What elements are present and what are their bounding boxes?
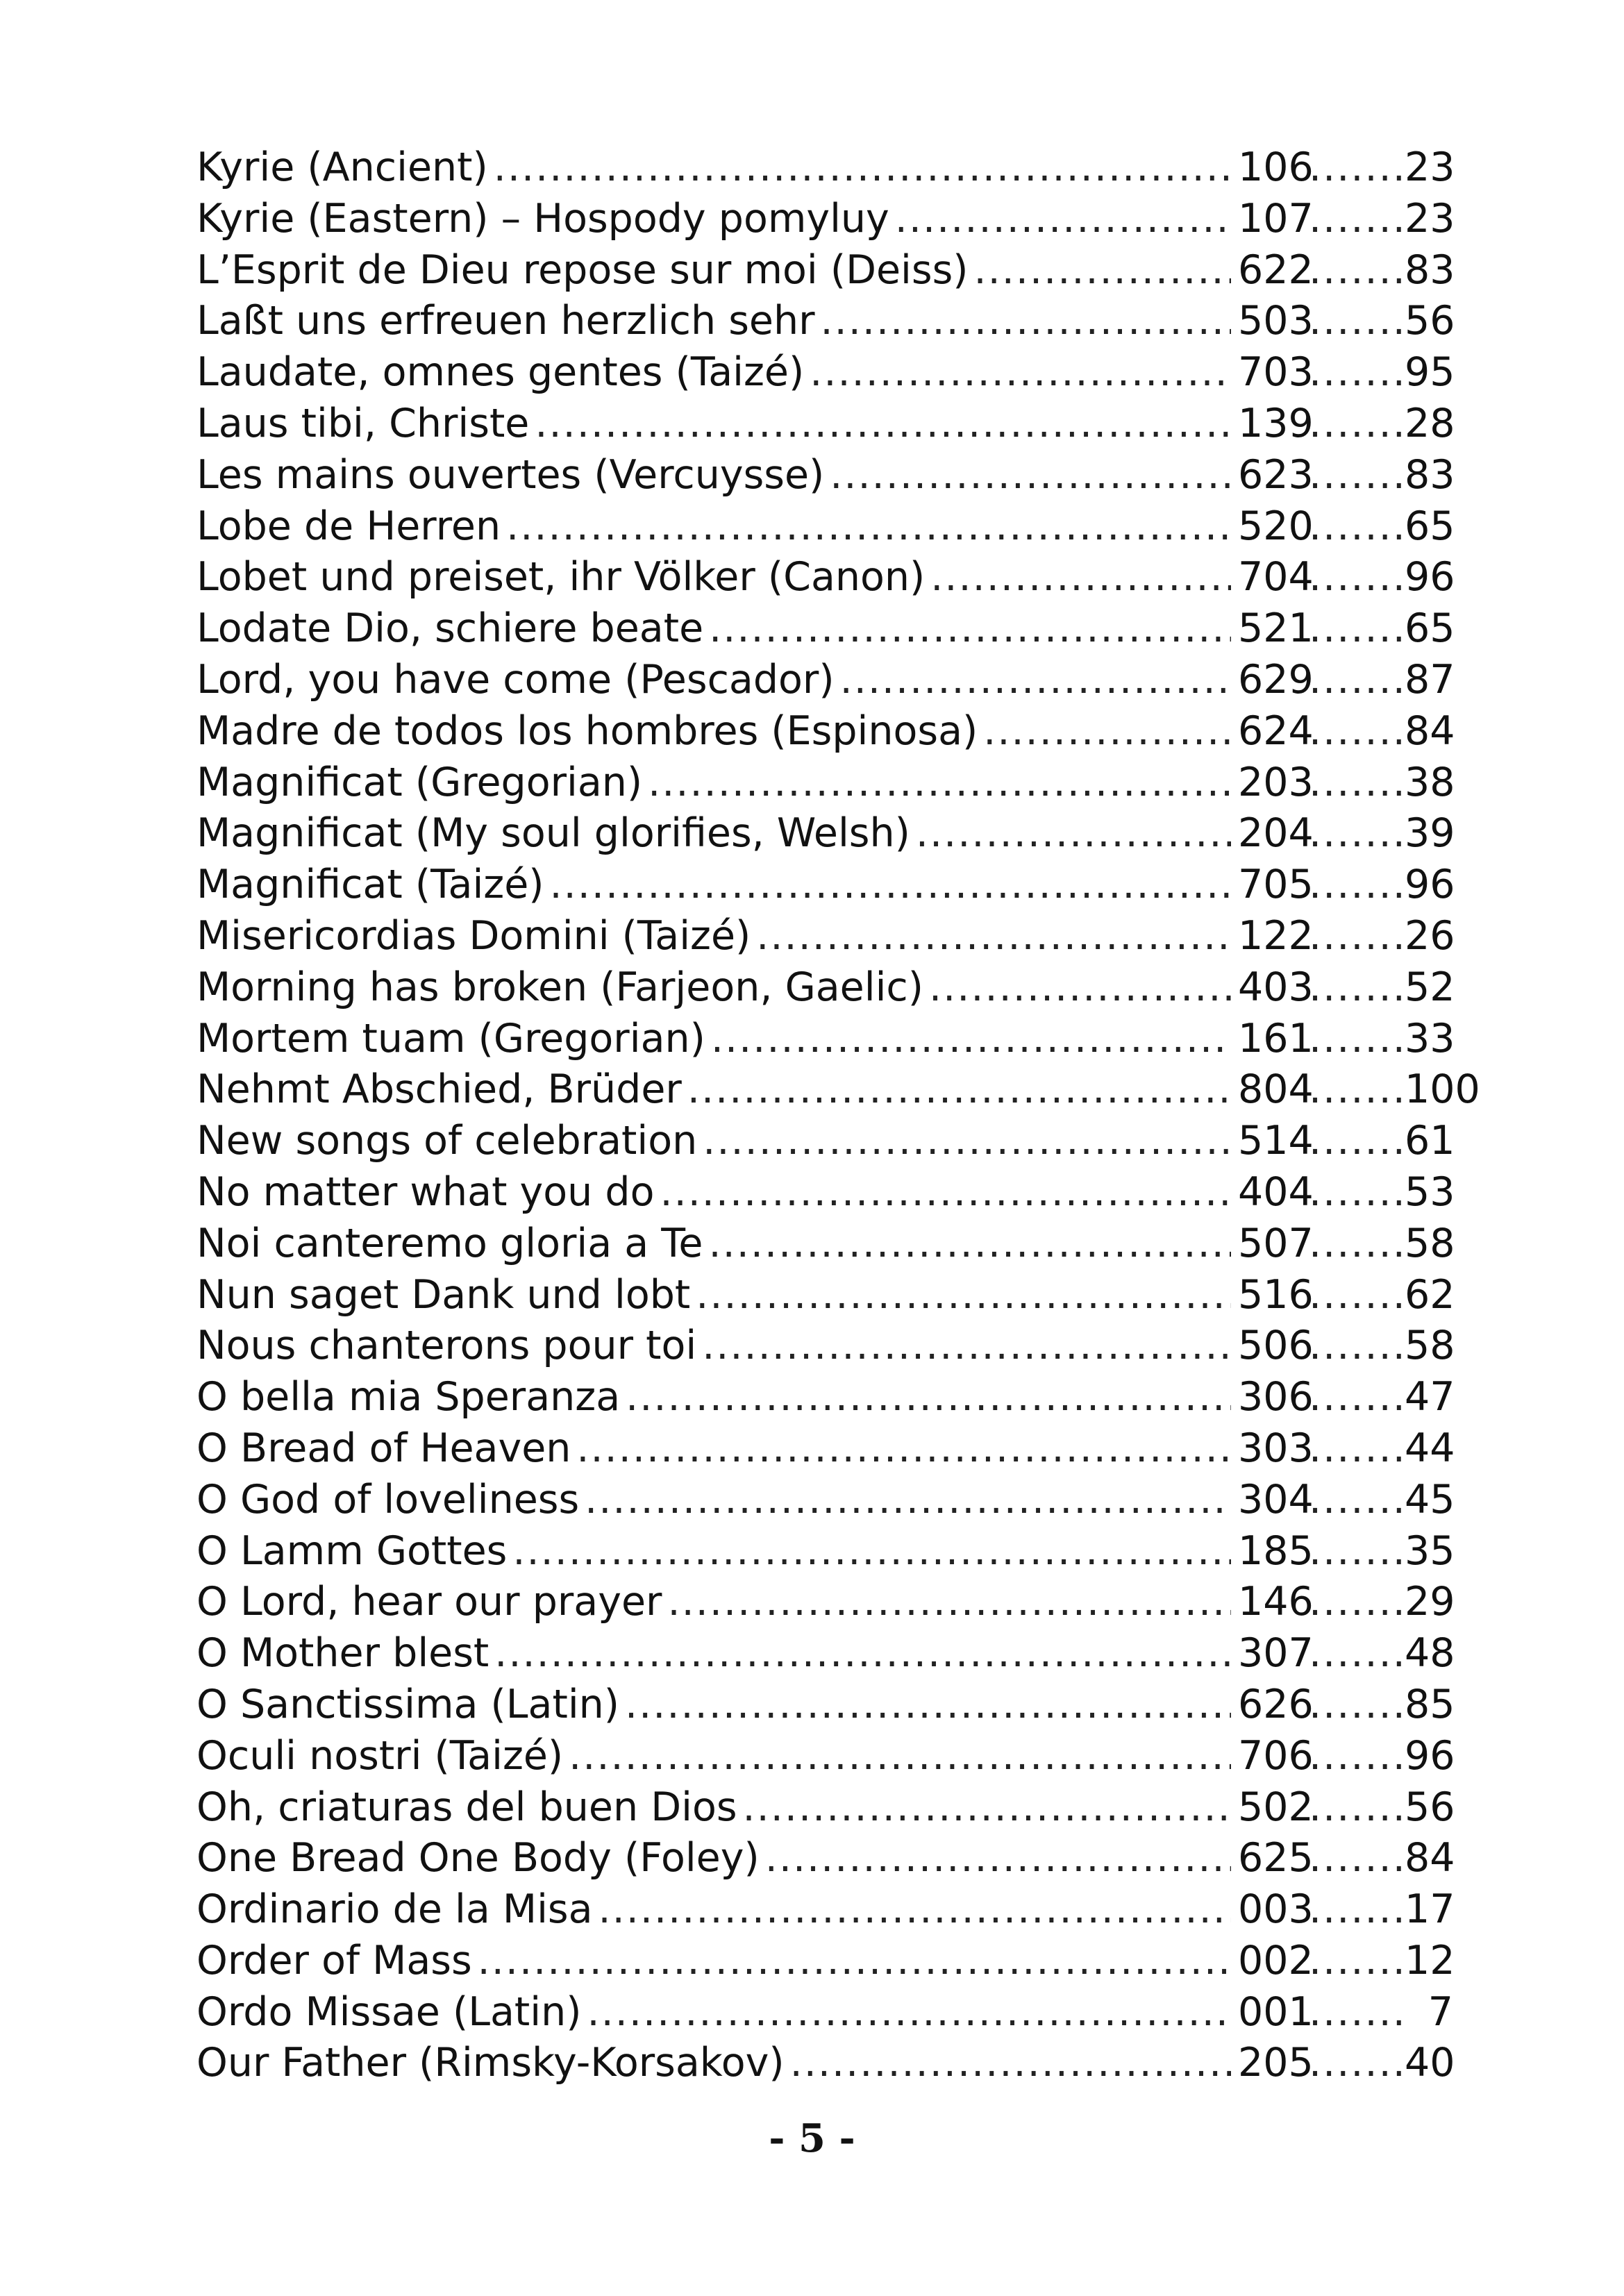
hymn-title: Les mains ouvertes (Vercuysse) [196, 451, 825, 498]
dot-leader [660, 1167, 1231, 1218]
dot-leader [1309, 142, 1405, 194]
hymn-number: 185 [1238, 1527, 1314, 1574]
index-entry [196, 603, 1453, 655]
hymn-number: 503 [1238, 298, 1314, 344]
page-reference: 28 [1405, 400, 1455, 446]
hymn-number: 122 [1238, 912, 1314, 959]
dot-leader [1309, 245, 1405, 296]
index-entry [196, 1167, 1453, 1218]
hymn-title: Laudate, omnes gentes (Taizé) [196, 349, 805, 396]
dot-leader [1309, 860, 1405, 911]
index-entry [196, 1372, 1453, 1423]
dot-leader [478, 1936, 1231, 1987]
dot-leader [709, 1218, 1231, 1270]
hymn-number: 706 [1238, 1732, 1314, 1779]
hymn-number: 001 [1238, 1988, 1314, 2035]
page-reference: 96 [1405, 862, 1455, 908]
hymn-number: 703 [1238, 349, 1314, 396]
page-reference: 96 [1405, 554, 1455, 601]
hymn-number: 205 [1238, 2040, 1314, 2086]
page-reference: 39 [1405, 810, 1455, 857]
dot-leader [1309, 450, 1405, 501]
dot-leader [703, 1116, 1231, 1167]
hymn-number: 306 [1238, 1374, 1314, 1421]
dot-leader [576, 1423, 1231, 1475]
dot-leader [1309, 2038, 1405, 2089]
index-entry [196, 1782, 1453, 1834]
dot-leader [625, 1679, 1231, 1731]
dot-leader [743, 1782, 1231, 1834]
index-entry [196, 808, 1453, 860]
hymn-number: 404 [1238, 1168, 1314, 1215]
dot-leader [535, 399, 1231, 450]
index-entry [196, 1731, 1453, 1782]
hymn-number: 002 [1238, 1937, 1314, 1984]
hymn-title: O bella mia Speranza [196, 1374, 621, 1421]
dot-leader [1309, 1014, 1405, 1065]
page-reference: 83 [1405, 246, 1455, 293]
dot-leader [585, 1475, 1231, 1526]
hymn-number: 626 [1238, 1681, 1314, 1727]
page-reference: 58 [1405, 1323, 1455, 1369]
hymn-number: 507 [1238, 1220, 1314, 1266]
dot-leader [1309, 911, 1405, 962]
hymn-number: 521 [1238, 605, 1314, 652]
hymn-title: Lodate Dio, schiere beate [196, 605, 704, 652]
page-reference: 87 [1405, 656, 1455, 703]
hymn-index-list [196, 142, 1480, 2089]
hymn-number: 516 [1238, 1271, 1314, 1318]
page-reference: 35 [1405, 1527, 1455, 1574]
hymn-title: Magnificat (Gregorian) [196, 759, 643, 805]
page-reference: 23 [1405, 195, 1455, 242]
index-entry [196, 347, 1453, 399]
hymn-title: Noi canteremo gloria a Te [196, 1220, 703, 1266]
page-reference: 61 [1405, 1118, 1455, 1164]
dot-leader [667, 1577, 1231, 1628]
hymn-title: L’Esprit de Dieu repose sur moi (Deiss) [196, 246, 969, 293]
dot-leader [1309, 296, 1405, 347]
hymn-title: Mortem tuam (Gregorian) [196, 1015, 705, 1062]
dot-leader [569, 1731, 1231, 1782]
dot-leader [1309, 1577, 1405, 1628]
dot-leader [494, 1628, 1231, 1679]
hymn-number: 622 [1238, 246, 1314, 293]
index-entry [196, 1014, 1453, 1065]
dot-leader [1309, 1936, 1405, 1987]
index-entry [196, 501, 1453, 553]
dot-leader [1309, 808, 1405, 860]
hymn-title: O Sanctissima (Latin) [196, 1681, 620, 1727]
hymn-number: 804 [1238, 1066, 1314, 1113]
dot-leader [1309, 1064, 1405, 1116]
hymn-number: 106 [1238, 144, 1314, 190]
hymn-title: Oculi nostri (Taizé) [196, 1732, 564, 1779]
hymn-title: Lobe de Herren [196, 503, 501, 549]
dot-leader [1309, 1987, 1405, 2038]
dot-leader [765, 1833, 1231, 1884]
dot-leader [895, 194, 1231, 245]
index-entry [196, 1423, 1453, 1475]
hymn-number: 304 [1238, 1476, 1314, 1523]
hymn-number: 403 [1238, 964, 1314, 1010]
dot-leader [696, 1270, 1231, 1321]
dot-leader [1309, 1475, 1405, 1526]
hymn-title: Kyrie (Eastern) – Hospody pomyluy [196, 195, 889, 242]
page-reference: 7 [1428, 1988, 1453, 2035]
index-entry [196, 142, 1453, 194]
dot-leader [1309, 1526, 1405, 1577]
dot-leader [1309, 962, 1405, 1014]
hymn-title: No matter what you do [196, 1168, 655, 1215]
hymn-title: Magnificat (Taizé) [196, 862, 544, 908]
dot-leader [916, 808, 1231, 860]
page-reference: 44 [1405, 1425, 1455, 1471]
dot-leader [598, 1884, 1231, 1936]
index-entry [196, 296, 1453, 347]
dot-leader [1309, 399, 1405, 450]
index-entry [196, 2038, 1453, 2089]
hymn-number: 623 [1238, 451, 1314, 498]
dot-leader [821, 296, 1231, 347]
page-reference: 52 [1405, 964, 1455, 1010]
hymn-title: O Mother blest [196, 1630, 489, 1677]
dot-leader [1309, 1321, 1405, 1372]
hymn-title: Madre de todos los hombres (Espinosa) [196, 707, 978, 754]
dot-leader [1309, 1167, 1405, 1218]
dot-leader [1309, 1731, 1405, 1782]
page-reference: 53 [1405, 1168, 1455, 1215]
dot-leader [1309, 603, 1405, 655]
dot-leader [756, 911, 1231, 962]
hymn-number: 625 [1238, 1835, 1314, 1882]
page-reference: 26 [1405, 912, 1455, 959]
dot-leader [1309, 1884, 1405, 1936]
dot-leader [687, 1064, 1231, 1116]
page-reference: 56 [1405, 298, 1455, 344]
hymn-number: 204 [1238, 810, 1314, 857]
index-entry [196, 450, 1453, 501]
dot-leader [512, 1526, 1231, 1577]
hymn-number: 161 [1238, 1015, 1314, 1062]
index-entry [196, 1475, 1453, 1526]
index-entry [196, 1321, 1453, 1372]
hymn-title: New songs of celebration [196, 1118, 698, 1164]
dot-leader [587, 1987, 1231, 2038]
dot-leader [1309, 552, 1405, 603]
index-entry [196, 1833, 1453, 1884]
hymn-title: Misericordias Domini (Taizé) [196, 912, 751, 959]
page-reference: 47 [1405, 1374, 1455, 1421]
dot-leader [1309, 655, 1405, 706]
index-entry [196, 1116, 1453, 1167]
dot-leader [1309, 194, 1405, 245]
hymn-title: Kyrie (Ancient) [196, 144, 488, 190]
index-entry [196, 1064, 1480, 1116]
dot-leader [1309, 501, 1405, 553]
dot-leader [1309, 1782, 1405, 1834]
index-entry [196, 757, 1453, 809]
dot-leader [494, 142, 1231, 194]
hymn-number: 307 [1238, 1630, 1314, 1677]
page-reference: 40 [1405, 2040, 1455, 2086]
dot-leader [1309, 1423, 1405, 1475]
page-reference: 45 [1405, 1476, 1455, 1523]
hymn-number: 107 [1238, 195, 1314, 242]
index-entry [196, 911, 1453, 962]
dot-leader [1309, 1833, 1405, 1884]
dot-leader [1309, 1372, 1405, 1423]
hymn-title: O Bread of Heaven [196, 1425, 571, 1471]
index-entry [196, 1218, 1453, 1270]
dot-leader [648, 757, 1231, 809]
dot-leader [974, 245, 1232, 296]
hymn-number: 203 [1238, 759, 1314, 805]
hymn-title: One Bread One Body (Foley) [196, 1835, 760, 1882]
dot-leader [506, 501, 1231, 553]
hymn-title: Lord, you have come (Pescador) [196, 656, 835, 703]
dot-leader [1309, 706, 1405, 757]
page-reference: 65 [1405, 503, 1455, 549]
hymn-number: 003 [1238, 1886, 1314, 1933]
index-entry [196, 962, 1453, 1014]
page-reference: 17 [1405, 1886, 1455, 1933]
hymn-title: Nun saget Dank und lobt [196, 1271, 691, 1318]
page-reference: 56 [1405, 1784, 1455, 1830]
dot-leader [830, 450, 1231, 501]
page-reference: 33 [1405, 1015, 1455, 1062]
hymn-title: Lobet und preiset, ihr Völker (Canon) [196, 554, 926, 601]
index-entry [196, 399, 1453, 450]
page-reference: 83 [1405, 451, 1455, 498]
hymn-number: 506 [1238, 1323, 1314, 1369]
index-entry [196, 1628, 1453, 1679]
index-entry [196, 1526, 1453, 1577]
dot-leader [929, 962, 1231, 1014]
hymn-title: O God of loveliness [196, 1476, 580, 1523]
hymn-title: Magnificat (My soul glorifies, Welsh) [196, 810, 910, 857]
page-reference: 84 [1405, 707, 1455, 754]
page-reference: 38 [1405, 759, 1455, 805]
dot-leader [1309, 1270, 1405, 1321]
hymn-number: 705 [1238, 862, 1314, 908]
hymn-title: Morning has broken (Farjeon, Gaelic) [196, 964, 923, 1010]
page-reference: 65 [1405, 605, 1455, 652]
index-entry [196, 194, 1453, 245]
dot-leader [1309, 1116, 1405, 1167]
index-entry [196, 655, 1453, 706]
dot-leader [1309, 757, 1405, 809]
dot-leader [1309, 1628, 1405, 1679]
dot-leader [983, 706, 1231, 757]
hymn-title: O Lord, hear our prayer [196, 1579, 662, 1625]
page-reference: 12 [1405, 1937, 1455, 1984]
hymn-number: 704 [1238, 554, 1314, 601]
hymn-number: 139 [1238, 400, 1314, 446]
dot-leader [1309, 347, 1405, 399]
index-entry [196, 552, 1453, 603]
dot-leader [711, 1014, 1231, 1065]
dot-leader [810, 347, 1231, 399]
page-reference: 62 [1405, 1271, 1455, 1318]
page-reference: 96 [1405, 1732, 1455, 1779]
hymn-title: Laßt uns erfreuen herzlich sehr [196, 298, 815, 344]
dot-leader [1309, 1679, 1405, 1731]
hymn-number: 303 [1238, 1425, 1314, 1471]
page-reference: 58 [1405, 1220, 1455, 1266]
hymn-title: Nehmt Abschied, Brüder [196, 1066, 682, 1113]
index-entry [196, 245, 1453, 296]
page-reference: 95 [1405, 349, 1455, 396]
dot-leader [1309, 1218, 1405, 1270]
index-entry [196, 706, 1453, 757]
hymn-title: Ordo Missae (Latin) [196, 1988, 582, 2035]
index-entry [196, 1577, 1453, 1628]
index-entry [196, 1987, 1453, 2038]
hymn-title: Nous chanterons pour toi [196, 1323, 697, 1369]
index-entry [196, 1884, 1453, 1936]
index-entry [196, 1270, 1453, 1321]
dot-leader [930, 552, 1231, 603]
hymn-title: Ordinario de la Misa [196, 1886, 593, 1933]
hymn-number: 514 [1238, 1118, 1314, 1164]
dot-leader [626, 1372, 1231, 1423]
index-entry [196, 1679, 1453, 1731]
dot-leader [709, 603, 1231, 655]
hymn-number: 624 [1238, 707, 1314, 754]
page-reference: 84 [1405, 1835, 1455, 1882]
index-entry [196, 860, 1453, 911]
dot-leader [790, 2038, 1231, 2089]
hymn-number: 520 [1238, 503, 1314, 549]
page-number: - 5 - [769, 2115, 855, 2161]
hymn-title: Laus tibi, Christe [196, 400, 530, 446]
hymn-title: O Lamm Gottes [196, 1527, 508, 1574]
hymn-number: 502 [1238, 1784, 1314, 1830]
page-reference: 85 [1405, 1681, 1455, 1727]
hymn-number: 629 [1238, 656, 1314, 703]
dot-leader [840, 655, 1231, 706]
hymn-title: Oh, criaturas del buen Dios [196, 1784, 737, 1830]
page-reference: 23 [1405, 144, 1455, 190]
page-reference: 29 [1405, 1579, 1455, 1625]
page-reference: 48 [1405, 1630, 1455, 1677]
page-reference: 100 [1405, 1066, 1480, 1113]
index-entry [196, 1936, 1453, 1987]
hymn-number: 146 [1238, 1579, 1314, 1625]
hymn-title: Order of Mass [196, 1937, 472, 1984]
dot-leader [702, 1321, 1231, 1372]
dot-leader [550, 860, 1231, 911]
hymn-title: Our Father (Rimsky-Korsakov) [196, 2040, 785, 2086]
